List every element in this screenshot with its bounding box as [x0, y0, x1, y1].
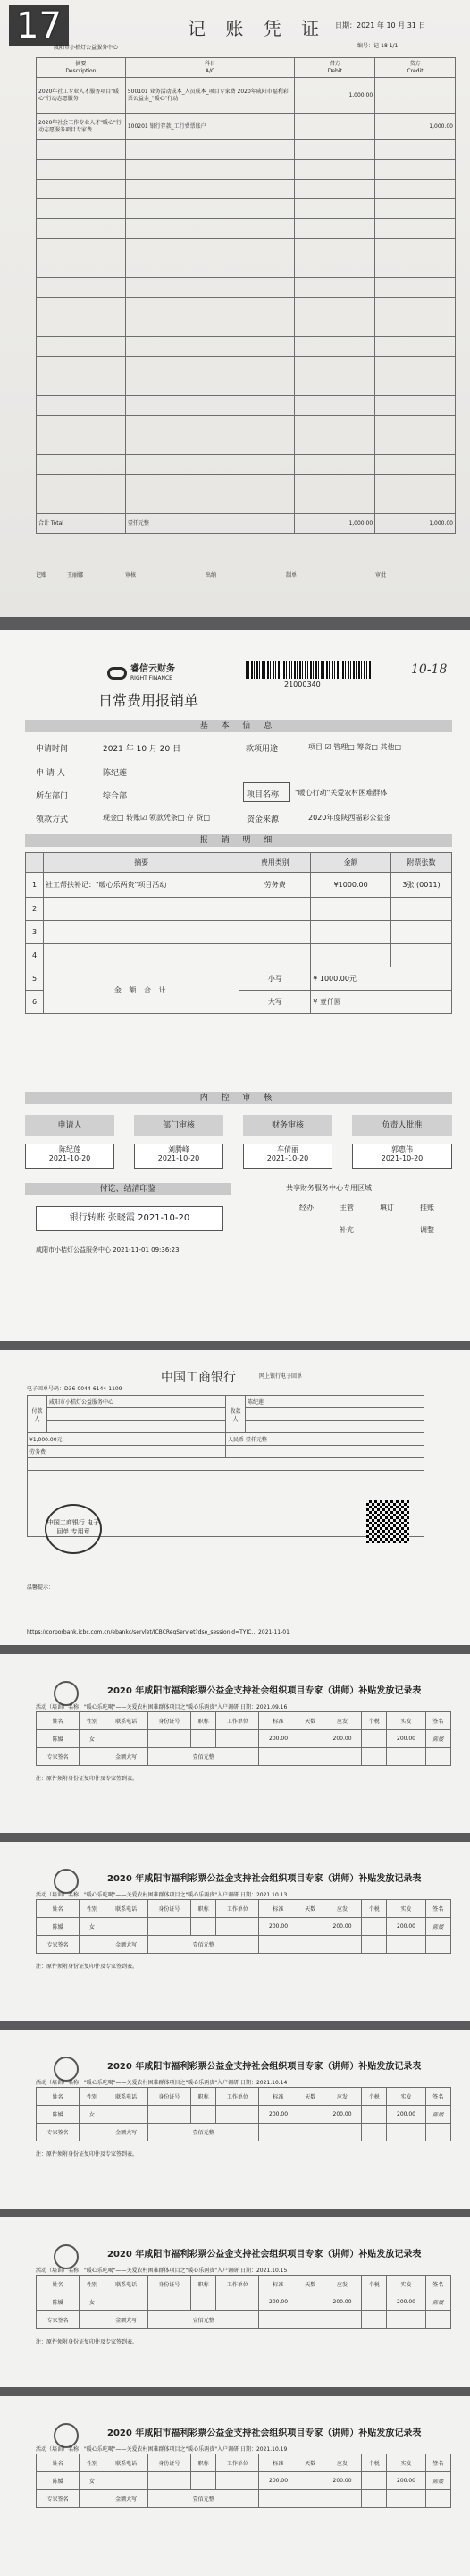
form-title: 日常费用报销单 — [98, 692, 199, 709]
form-subtitle: 活动（培训）名称："暖心乐吃喝"——关爱农村困难群体项目之"暖心乐两贵"入户调研 日期：2021.10.14 — [36, 2080, 288, 2086]
form-title: 2020 年咸阳市福利彩票公益金支持社会组织项目专家（讲师）补贴发放记录表 — [107, 2250, 422, 2259]
form-note: 注：原件须附身份证复印件及专家签到表。 — [36, 1776, 138, 1782]
payment-label: 领款方式 — [36, 815, 69, 824]
purpose-options: 项目 ☑ 管理□ 筹资□ 其他□ — [308, 743, 402, 751]
voucher-title: 记 账 凭 证 — [188, 18, 327, 39]
subsidy-table: 姓名 性别 联系电话 身份证号 职称 工作单位 标准 天数 应发 个税 实发 签名 陈媛 女 200.00 200.00 200.00 陈媛 专家签名 金额大写 壹佰元整 — [36, 2275, 451, 2329]
bank-title: 中国工商银行 — [161, 1371, 236, 1385]
total-big: ¥ 壹仟圆 — [311, 991, 452, 1014]
barcode-icon — [246, 661, 371, 679]
receipt-purpose: 劳务费 — [28, 1446, 226, 1458]
total-label: 金 额 合 计 — [43, 967, 239, 1014]
subsidy-row: 陈媛 女 200.00 200.00 200.00 陈媛 — [37, 2293, 451, 2311]
subsidy-form — [0, 1842, 470, 2021]
sig-approve: 郭惠伟 2021-10-20 — [352, 1144, 452, 1169]
subsidy-form — [0, 1654, 470, 1833]
receipt-code: 电子回单号码：D36-0044-6144-1109 — [27, 1386, 122, 1392]
sig-dept: 刘腾峰 2021-10-20 — [134, 1144, 223, 1169]
subsidy-table: 姓名 性别 联系电话 身份证号 职称 工作单位 标准 天数 应发 个税 实发 签名 陈媛 女 200.00 200.00 200.00 陈媛 专家签名 金额大写 壹佰元整 — [36, 2087, 451, 2141]
form-title: 2020 年咸阳市福利彩票公益金支持社会组织项目专家（讲师）补贴发放记录表 — [107, 1686, 422, 1696]
receipt-amount: ¥1,000.00元 — [28, 1433, 226, 1446]
voucher-number: 编号：记-18 1/1 — [357, 43, 399, 49]
applicant: 陈纪莲 — [103, 769, 128, 778]
sig-applicant: 陈纪莲 2021-10-20 — [25, 1144, 114, 1169]
payee-name: 陈纪莲 — [246, 1396, 424, 1408]
sig-finance: 车倩丽 2021-10-20 — [243, 1144, 332, 1169]
flow-step-applicant: 申请人 — [25, 1115, 114, 1136]
share-header: 共享财务服务中心专用区域 — [286, 1184, 372, 1192]
detail-table: 摘要 费用类别 金额 附票张数 1 社工帮扶补记："暖心乐两贵"项目活动 劳务费 ¥1000.00 3张 (0011) 2 3 4 5 金 额 合 计 小写 ¥ 1000.00元 6 大写 ¥ 壹仟圆 — [25, 852, 452, 1014]
accounting-voucher — [0, 0, 470, 617]
flow-step-finance: 财务审核 — [243, 1115, 332, 1136]
apply-time: 2021 年 10 月 20 日 — [103, 745, 181, 754]
form-title: 2020 年咸阳市福利彩票公益金支持社会组织项目专家（讲师）补贴发放记录表 — [107, 1874, 422, 1884]
brand-name-en: RIGHT FINANCE — [130, 675, 172, 681]
receipt-note: 温馨提示： — [27, 1584, 55, 1591]
bank-seal: 中国工商银行 电子回单 专用章 — [45, 1504, 102, 1554]
brand-mark-icon — [107, 667, 127, 680]
voucher-table — [36, 57, 456, 534]
brand-logo — [107, 664, 175, 682]
handwritten-number: 10-18 — [411, 663, 448, 677]
subsidy-table: 姓名 性别 联系电话 身份证号 职称 工作单位 标准 天数 应发 个税 实发 签名 陈媛 女 200.00 200.00 200.00 陈媛 专家签名 金额大写 壹佰元整 — [36, 1899, 451, 1954]
form-subtitle: 活动（培训）名称："暖心乐吃喝"——关爱农村困难群体项目之"暖心乐两贵"入户调研 日期：2021.10.15 — [36, 2268, 288, 2274]
receipt-table: 付款人 咸阳市小桔灯公益服务中心 收款人 陈纪莲 ¥1,000.00元 人民币 壹仟元整 劳务费 — [27, 1395, 424, 1537]
purpose-label: 款项用途 — [246, 745, 279, 754]
form-subtitle: 活动（培训）名称："暖心乐吃喝"——关爱农村困难群体项目之"暖心乐两贵"入户调研 日期：2021.10.13 — [36, 1892, 288, 1898]
subsidy-form — [0, 2217, 470, 2387]
pay-stamp: 银行转账 张晓霞 2021-10-20 — [36, 1206, 223, 1231]
subsidy-form — [0, 2030, 470, 2209]
sig-maker: 制单 — [286, 572, 298, 579]
flow-header: 内 控 审 核 — [25, 1092, 452, 1104]
fund-source: 2020年度陕西福彩公益金 — [308, 814, 391, 822]
subsidy-table: 姓名 性别 联系电话 身份证号 职称 工作单位 标准 天数 应发 个税 实发 签名 陈媛 女 200.00 200.00 200.00 陈媛 专家签名 金额大写 壹佰元整 — [36, 2454, 451, 2508]
page-number: 17 — [9, 5, 69, 46]
form-title: 2020 年咸阳市福利彩票公益金支持社会组织项目专家（讲师）补贴发放记录表 — [107, 2062, 422, 2072]
barcode-number: 21000340 — [284, 680, 321, 688]
header-account: 科目 A/C — [125, 58, 295, 78]
subsidy-table: 姓名 性别 联系电话 身份证号 职称 工作单位 标准 天数 应发 个税 实发 签名 陈媛 女 200.00 200.00 200.00 陈媛 专家签名 金额大写 壹佰元整 — [36, 1711, 451, 1766]
subsidy-form — [0, 2396, 470, 2576]
form-note: 注：原件须附身份证复印件及专家签到表。 — [36, 1964, 138, 1970]
voucher-unit: 咸阳市小桔灯公益服务中心 — [54, 45, 119, 51]
project-name: "暖心行动"关爱农村困难群体 — [295, 789, 388, 797]
sig-bookkeep-name: 王丽娜 — [67, 572, 84, 579]
subsidy-row: 陈媛 女 200.00 200.00 200.00 陈媛 — [37, 2106, 451, 2124]
voucher-row: 2020年社会工作专业人才"暖心"行动志愿服务项目专家费 100201 银行存款_工行费票账户 1,000.00 — [37, 114, 456, 140]
expense-reimbursement-form: 睿信云财务 RIGHT FINANCE 日常费用报销单 21000340 10-18 基 本 信 息 申请时间 2021 年 10 月 20 日 款项用途 项目 ☑ 管理□ 筹资□ 其他□ 申 请 人 陈纪莲 所在部门 综合部 项目名称 "暖心行动"关爱农村困难群体 领款方式 现金□ 转账☑ 领款凭条□ 存 货□ 资金来源 2020年度陕西福彩公益金 报 销 明 细 摘要 费用类别 金额 附票张数 1 社工帮扶补记："暖心乐两贵"项目活动 劳务费 ¥1000.00 3张 (0011) 2 3 4 5 金 额 合 计 小写 ¥ 1000.00元 6 大写 ¥ 壹仟圆 内 控 审 核 申请人 部门审核 财务审核 负责人批准 陈纪莲 2021-10-20 刘腾峰 2021-10-20 车倩丽 2021-10-20 郭惠伟 2021-10-20 付讫、结清印鉴 银行转账 张晓霞 2021-10-20 共享财务服务中心专用区域 经办 主管 填订 挂账 补充 调整 咸阳市小桔灯公益服务中心 2021-11-01 09:36:23 — [0, 630, 470, 1341]
detail-header: 报 销 明 细 — [25, 834, 452, 847]
flow-step-approve: 负责人批准 — [352, 1115, 452, 1136]
brand-name: 睿信云财务 — [130, 664, 175, 674]
detail-row: 1 社工帮扶补记："暖心乐两贵"项目活动 劳务费 ¥1000.00 3张 (0011) — [26, 873, 452, 898]
qr-code-icon — [366, 1500, 409, 1543]
form-subtitle: 活动（培训）名称："暖心乐吃喝"——关爱农村困难群体项目之"暖心乐两贵"入户调研 日期：2021.10.19 — [36, 2446, 288, 2453]
applicant-label: 申 请 人 — [36, 769, 65, 778]
pay-header: 付讫、结清印鉴 — [25, 1183, 231, 1195]
form-note: 注：原件须附身份证复印件及专家签到表。 — [36, 2339, 138, 2345]
voucher-date: 日期：2021 年 10 月 31 日 — [335, 21, 426, 30]
header-desc: 摘要 Description — [37, 58, 126, 78]
sig-review: 审核 — [125, 572, 137, 579]
form-subtitle: 活动（培训）名称："暖心乐吃喝"——关爱农村困难群体项目之"暖心乐两贵"入户调研 日期：2021.09.16 — [36, 1704, 288, 1710]
sig-bookkeep: 记账 — [36, 572, 47, 579]
sig-cashier: 出纳 — [206, 572, 217, 579]
project-label: 项目名称 — [247, 790, 280, 799]
basic-info-header: 基 本 信 息 — [25, 720, 452, 732]
form-title: 2020 年咸阳市福利彩票公益金支持社会组织项目专家（讲师）补贴发放记录表 — [107, 2428, 422, 2438]
reimb-footer: 咸阳市小桔灯公益服务中心 2021-11-01 09:36:23 — [36, 1246, 180, 1254]
subsidy-row: 陈媛 女 200.00 200.00 200.00 陈媛 — [37, 2472, 451, 2490]
dept-label: 所在部门 — [36, 792, 69, 801]
bank-subtitle: 网上银行电子回单 — [259, 1373, 303, 1380]
receipt-amount-big: 人民币 壹仟元整 — [226, 1433, 424, 1446]
voucher-total-row: 合计 Total 壹仟元整 1,000.00 1,000.00 — [37, 514, 456, 534]
sig-approve: 审批 — [375, 572, 387, 579]
receipt-url: https://corporbank.icbc.com.cn/ebankc/servlet/ICBCReqServlet?dse_sessionId=TYIC... 2021-11-01 — [27, 1629, 290, 1635]
voucher-row: 2020年社工专业人才服务项目"暖心"行动志愿服务 500101 业务活动成本_人员成本_项目专家费 2020年咸阳市福利彩票公益金_"暖心"行动 1,000.00 — [37, 78, 456, 114]
dept: 综合部 — [103, 792, 128, 801]
payer-name: 咸阳市小桔灯公益服务中心 — [47, 1396, 226, 1408]
subsidy-row: 陈媛 女 200.00 200.00 200.00 陈媛 — [37, 1730, 451, 1748]
fund-label: 资金来源 — [247, 815, 280, 824]
payment-options: 现金□ 转账☑ 领款凭条□ 存 货□ — [103, 814, 211, 822]
bank-receipt — [0, 1350, 470, 1645]
apply-time-label: 申请时间 — [36, 745, 69, 754]
total-small: ¥ 1000.00元 — [311, 967, 452, 991]
subsidy-row: 陈媛 女 200.00 200.00 200.00 陈媛 — [37, 1918, 451, 1936]
header-credit: 贷方 Credit — [375, 58, 456, 78]
form-note: 注：原件须附身份证复印件及专家签到表。 — [36, 2151, 138, 2158]
header-debit: 借方 Debit — [295, 58, 375, 78]
flow-step-dept: 部门审核 — [134, 1115, 223, 1136]
